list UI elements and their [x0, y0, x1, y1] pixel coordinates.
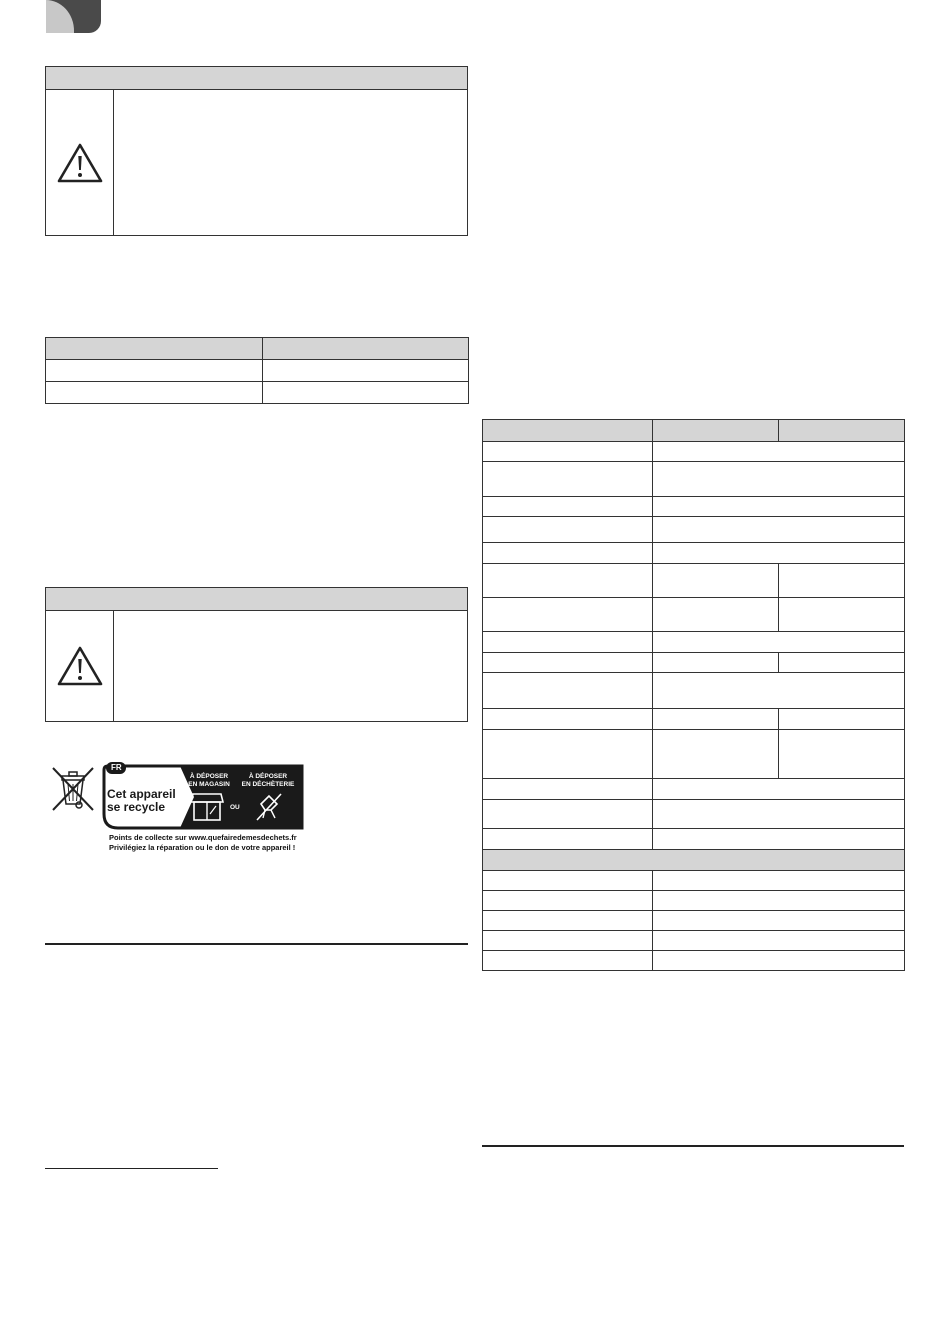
table-cell — [653, 709, 779, 730]
table-row — [483, 931, 905, 951]
warning-triangle-icon — [57, 142, 103, 184]
footer-line-1: Points de collecte sur www.quefairedemesdechets.fr — [109, 833, 297, 842]
table-row — [483, 517, 905, 543]
warning-triangle-icon — [57, 645, 103, 687]
table-row — [483, 653, 905, 673]
table-section-row — [483, 850, 905, 871]
table-row — [483, 442, 905, 462]
footnote-rule — [45, 1168, 218, 1169]
table-cell — [779, 730, 905, 779]
table-cell — [653, 871, 905, 891]
table-header-row — [46, 338, 469, 360]
recycling-logo — [48, 762, 306, 854]
country-code: FR — [111, 763, 122, 772]
table-cell — [653, 800, 905, 829]
option-store-label: À DÉPOSER EN MAGASIN — [188, 773, 230, 788]
table-row — [483, 800, 905, 829]
table-cell — [46, 360, 263, 382]
table-row — [483, 871, 905, 891]
table-cell — [653, 891, 905, 911]
table-row — [483, 673, 905, 709]
page-corner-tab — [46, 0, 101, 33]
warning-box-header — [46, 67, 467, 90]
technical-data-table — [482, 419, 905, 971]
table-cell — [483, 800, 653, 829]
table-cell — [263, 338, 469, 360]
table-cell — [483, 730, 653, 779]
table-cell — [779, 564, 905, 598]
table-cell — [653, 911, 905, 931]
table-cell — [653, 730, 779, 779]
warning-box-2 — [45, 587, 468, 722]
table-row — [483, 497, 905, 517]
crossed-bin-icon — [48, 764, 98, 814]
table-cell — [483, 632, 653, 653]
table-row — [483, 730, 905, 779]
table-cell — [779, 420, 905, 442]
section-divider — [45, 943, 468, 945]
table-cell — [46, 382, 263, 404]
table-cell — [653, 779, 905, 800]
warning-icon-cell — [46, 90, 114, 235]
table-cell — [653, 829, 905, 850]
warning-box-body — [46, 90, 467, 235]
section-divider — [482, 1145, 904, 1147]
table-cell — [653, 673, 905, 709]
table-row — [483, 911, 905, 931]
table-cell — [653, 462, 905, 497]
table-cell — [653, 632, 905, 653]
table-cell — [653, 497, 905, 517]
or-label: OU — [230, 804, 240, 811]
table-cell — [483, 420, 653, 442]
table-row — [483, 462, 905, 497]
footer-line-2: Privilégiez la réparation ou le don de votre appareil ! — [109, 843, 296, 852]
table-cell — [653, 598, 779, 632]
table-row — [46, 360, 469, 382]
table-cell — [483, 779, 653, 800]
warning-box-body — [46, 611, 467, 721]
table-row — [483, 709, 905, 730]
headline-line-2: se recycle — [107, 800, 166, 814]
table-row — [483, 632, 905, 653]
table-cell — [483, 829, 653, 850]
table-cell — [483, 442, 653, 462]
table-row — [483, 891, 905, 911]
headline-line-1: Cet appareil — [107, 787, 176, 801]
table-cell — [483, 709, 653, 730]
left-spec-table — [45, 337, 469, 404]
table-cell — [779, 653, 905, 673]
table-cell — [483, 931, 653, 951]
table-cell — [483, 911, 653, 931]
table-cell — [483, 598, 653, 632]
table-cell — [779, 709, 905, 730]
table-cell — [483, 891, 653, 911]
table-cell — [263, 382, 469, 404]
table-cell — [653, 543, 905, 564]
table-row — [46, 382, 469, 404]
table-cell — [483, 871, 653, 891]
table-row — [483, 564, 905, 598]
table-cell — [483, 850, 905, 871]
table-row — [483, 543, 905, 564]
dump-icon — [253, 790, 285, 822]
table-cell — [483, 497, 653, 517]
table-cell — [483, 517, 653, 543]
table-cell — [483, 673, 653, 709]
store-icon — [190, 792, 224, 822]
table-cell — [263, 360, 469, 382]
table-row — [483, 951, 905, 971]
warning-box-1 — [45, 66, 468, 236]
table-cell — [483, 462, 653, 497]
table-row — [483, 779, 905, 800]
table-row — [483, 829, 905, 850]
warning-box-header — [46, 588, 467, 611]
table-cell — [483, 543, 653, 564]
table-cell — [653, 931, 905, 951]
table-cell — [653, 420, 779, 442]
table-header-row — [483, 420, 905, 442]
warning-icon-cell — [46, 611, 114, 721]
table-row — [483, 598, 905, 632]
table-cell — [653, 517, 905, 543]
table-cell — [46, 338, 263, 360]
table-cell — [653, 653, 779, 673]
table-cell — [653, 442, 905, 462]
table-cell — [483, 653, 653, 673]
table-cell — [779, 598, 905, 632]
option-dump-label: À DÉPOSER EN DÉCHÈTERIE — [241, 773, 295, 788]
table-cell — [483, 564, 653, 598]
table-cell — [653, 951, 905, 971]
table-cell — [653, 564, 779, 598]
table-cell — [483, 951, 653, 971]
